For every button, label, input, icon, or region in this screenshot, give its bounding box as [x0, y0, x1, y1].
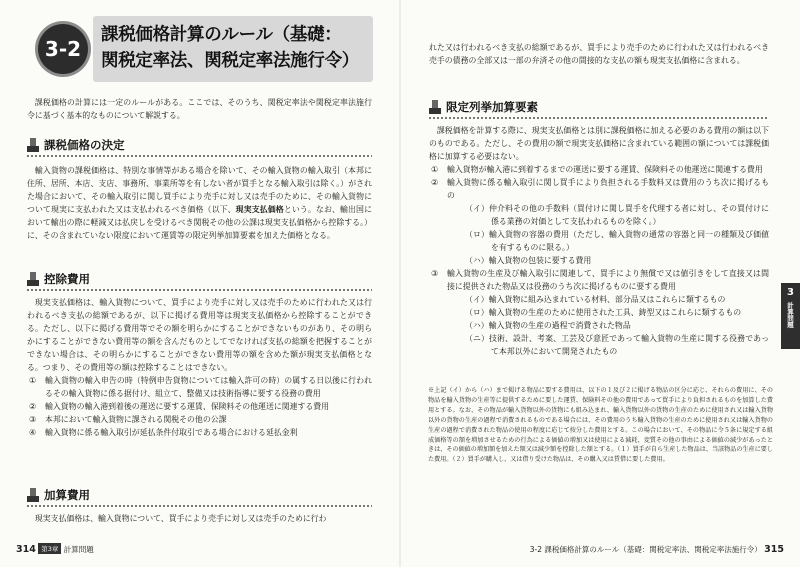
- footnote: ※上記（イ）から（ハ）まで掲げる物品に要する費用は、以下の１及び２に掲げる物品の区分に応じ、それらの費用に、その物品を輸入貨物の生産等に提供するために要した運賃、保険料その他の費用であって買手により負担されるものを加算した費用とする。なお、その物品が輸入貨物以外の貨物にも組み込まれ、輸入貨物以外の貨物の生産のために使用され又は輸入貨物以外の貨物の生産の過程で消費されるものである場合には、その費用のうち輸入貨物の生産のために使用され又は輸入貨物の生産の過程で消費された物品の使用の程度に応じて按分した費用とする。この場合において、その物品に令５条に規定する組成価格等の額を増加させるための行為による価値の増加又は使用による減耗、変質その他の事由による価値の減少があったときは、その価値の増加額を加えた額又は減少額を控除した額とする。（１）買手が自ら生産した物品は、当該物品の生産に要した費用。（２）買手が購入し、又は借り受けた物品は、その購入又は賃借に要した費用。: [428, 387, 773, 464]
- side-tab-text: 計算問題: [786, 302, 794, 328]
- footer-section-title: 課税価格計算のルール（基礎：関税定率法、関税定率法施行令）: [544, 545, 762, 554]
- section-number-badge: 3-2: [38, 24, 88, 74]
- list-item: ① 輸入貨物の輸入申告の時（特例申告貨物については輸入許可の時）の属する日以後に行われるその輸入貨物に係る据付け、組立て、整備又は技術指導に要する役務の費用: [29, 376, 372, 398]
- sub-list-item: （ハ）輸入貨物の包装に要する費用: [465, 256, 592, 265]
- kazei-text-a: 輸入貨物の課税価格は、特別な事情等がある場合を除いて、その輸入貨物の輸入取引（本邦に住所、居所、本店、支店、事務所、事業所等を有しない者が買手となる輸入取引は除く。）がされた場合において、その輸入取引に関し買手により売手に対し又は売手のために、その輸入貨物について現実に支払われた又は支払われるべき価格（以下、: [27, 166, 372, 214]
- sub-list-item: （ロ）輸入貨物の生産のために使用された工具、鋳型又はこれらに類するもの: [465, 308, 742, 317]
- list-item: ③ 本邦において輸入貨物に課される関税その他の公課: [29, 415, 227, 424]
- section-title-box: [93, 16, 373, 82]
- heading-marker-icon: [429, 100, 441, 114]
- kazei-paragraph: [27, 164, 372, 242]
- page-number: 315: [764, 544, 784, 555]
- section-title: [101, 22, 367, 74]
- kazei-text-b: という。なお、輸出国において輸出の際に軽減又は払戻しを受けるべき関税その他の公課は現実支払価格から控除する。）に、その含まれていない限度において運賃等の限定列挙加算要素を加えた価格となる。: [27, 205, 372, 240]
- page-number: 314: [16, 544, 36, 555]
- heading-marker-icon: [27, 488, 39, 502]
- list-item: ③ 輸入貨物の生産及び輸入取引に関連して、買手により無償で又は値引きをして直接又は間接に提供された物品又は役務のうち次に掲げるものに要する費用 （イ）輸入貨物に組み込まれている材料、部分品又はこれらに類するもの （ロ）輸入貨物の生産のために使用された工具、鋳型又はこれらに類するもの （ハ）輸入貨物の生産の過程で消費された物品 （ニ）技術、設計、考案、工芸及び意匠であって輸入貨物の生産に関する役務であって本邦以外において開発されたもの: [431, 269, 769, 356]
- right-footer: [530, 544, 784, 555]
- sub-list-item: （イ）仲介料その他の手数料（買付けに関し買手を代理する者に対し、その買付けに係る業務の対価として支払われるものを除く。）: [465, 204, 769, 226]
- sub-list: [447, 293, 769, 358]
- kasan-text: 現実支払価格は、輸入貨物について、買手により売手に対し又は売手のために行わ: [34, 514, 327, 523]
- heading-marker-icon: [27, 272, 39, 286]
- sub-list-item: （ロ）輸入貨物の容器の費用（ただし、輸入貨物の通常の容器と同一の種類及び価値を有するものに限る。）: [465, 230, 769, 252]
- sub-list-item: （イ）輸入貨物に組み込まれている材料、部分品又はこれらに類するもの: [465, 295, 726, 304]
- chapter-title: 計算問題: [63, 545, 94, 554]
- kojo-text: 現実支払価格は、輸入貨物について、買手により売手に対し又は売手のために行われた又は行われるべき支払の総額であるが、以下に掲げる費用等は現実支払価格から控除することができる。ただし、以下に掲げる費用等でその額を明らかにすることができないものがあり、その明らかにすることができない費用等の額を含んだものとしてでなければ支払の総額を把握することができない場合は、その明らかにすることができない費用等の額を含めた額が現実支払価格となる。つまり、その費用等の額は控除することはできない。: [27, 298, 372, 372]
- chapter-side-tab: [781, 283, 800, 349]
- section-title-line2: 関税定率法、関税定率法施行令）: [101, 51, 359, 71]
- chapter-tag: 第3章: [38, 543, 61, 554]
- sub-list-item: （ニ）技術、設計、考案、工芸及び意匠であって輸入貨物の生産に関する役務であって本邦以外において開発されたもの: [465, 334, 769, 356]
- intro-text: 課税価格の計算には一定のルールがある。ここでは、そのうち、関税定率法や関税定率法施行令に基づく基本的なものについて解説する。: [27, 98, 372, 120]
- sub-list: [447, 202, 769, 267]
- section-header: [38, 16, 373, 83]
- gentei-text: 課税価格を計算する際に、現実支払価格とは別に課税価格に加える必要のある費用の額は以下のものである。ただし、その費用の額で現実支払価格に含まれている範囲の額については課税価格に加算する必要はない。: [429, 126, 769, 161]
- side-tab-number: 3: [787, 287, 794, 298]
- heading-gentei: 限定列挙加算要素: [429, 98, 769, 116]
- section-title-line1: 課税価格計算のルール（基礎：: [101, 25, 342, 45]
- intro-paragraph: [27, 96, 372, 122]
- gentei-list: [429, 163, 769, 358]
- continuation-text: れた又は行われるべき支払の総額であるが、買手により売手のために行われた又は行われるべき売手の債務の全部又は一部の弁済その他の間接的な支払の額も現実支払価格に含まれる。: [429, 43, 769, 65]
- kazei-bold-term: 現実支払価格: [235, 205, 284, 214]
- list-item: ④ 輸入貨物に係る輸入取引が延払条件付取引である場合における延払金利: [29, 428, 298, 437]
- heading-kojo: 控除費用: [27, 270, 372, 288]
- sub-list-item: （ハ）輸入貨物の生産の過程で消費された物品: [465, 321, 631, 330]
- gentei-paragraph: [429, 124, 769, 358]
- continuation-paragraph: [429, 41, 769, 67]
- list-item: ② 輸入貨物の輸入港到着後の運送に要する運賃、保険料その他運送に関連する費用: [29, 402, 330, 411]
- left-footer: [16, 543, 94, 555]
- list-item: ② 輸入貨物に係る輸入取引に関し買手により負担される手数料又は費用のうち次に掲げるもの （イ）仲介料その他の手数料（買付けに関し買手を代理する者に対し、その買付けに係る業務の対価として支払われるものを除く。） （ロ）輸入貨物の容器の費用（ただし、輸入貨物の通常の容器と同一の種類及び価値を有するものに限る。） （ハ）輸入貨物の包装に要する費用: [431, 178, 769, 265]
- kojo-list: [27, 374, 372, 439]
- heading-kazei: 課税価格の決定: [27, 136, 372, 154]
- heading-kasan: 加算費用: [27, 486, 372, 504]
- heading-marker-icon: [27, 138, 39, 152]
- kasan-paragraph: [27, 512, 372, 525]
- list-item: ① 輸入貨物が輸入港に到着するまでの運送に要する運賃、保険料その他運送に関連する費用: [431, 165, 763, 174]
- right-page: [401, 0, 800, 567]
- kojo-paragraph: [27, 296, 372, 439]
- footer-section-number: 3-2: [529, 545, 543, 554]
